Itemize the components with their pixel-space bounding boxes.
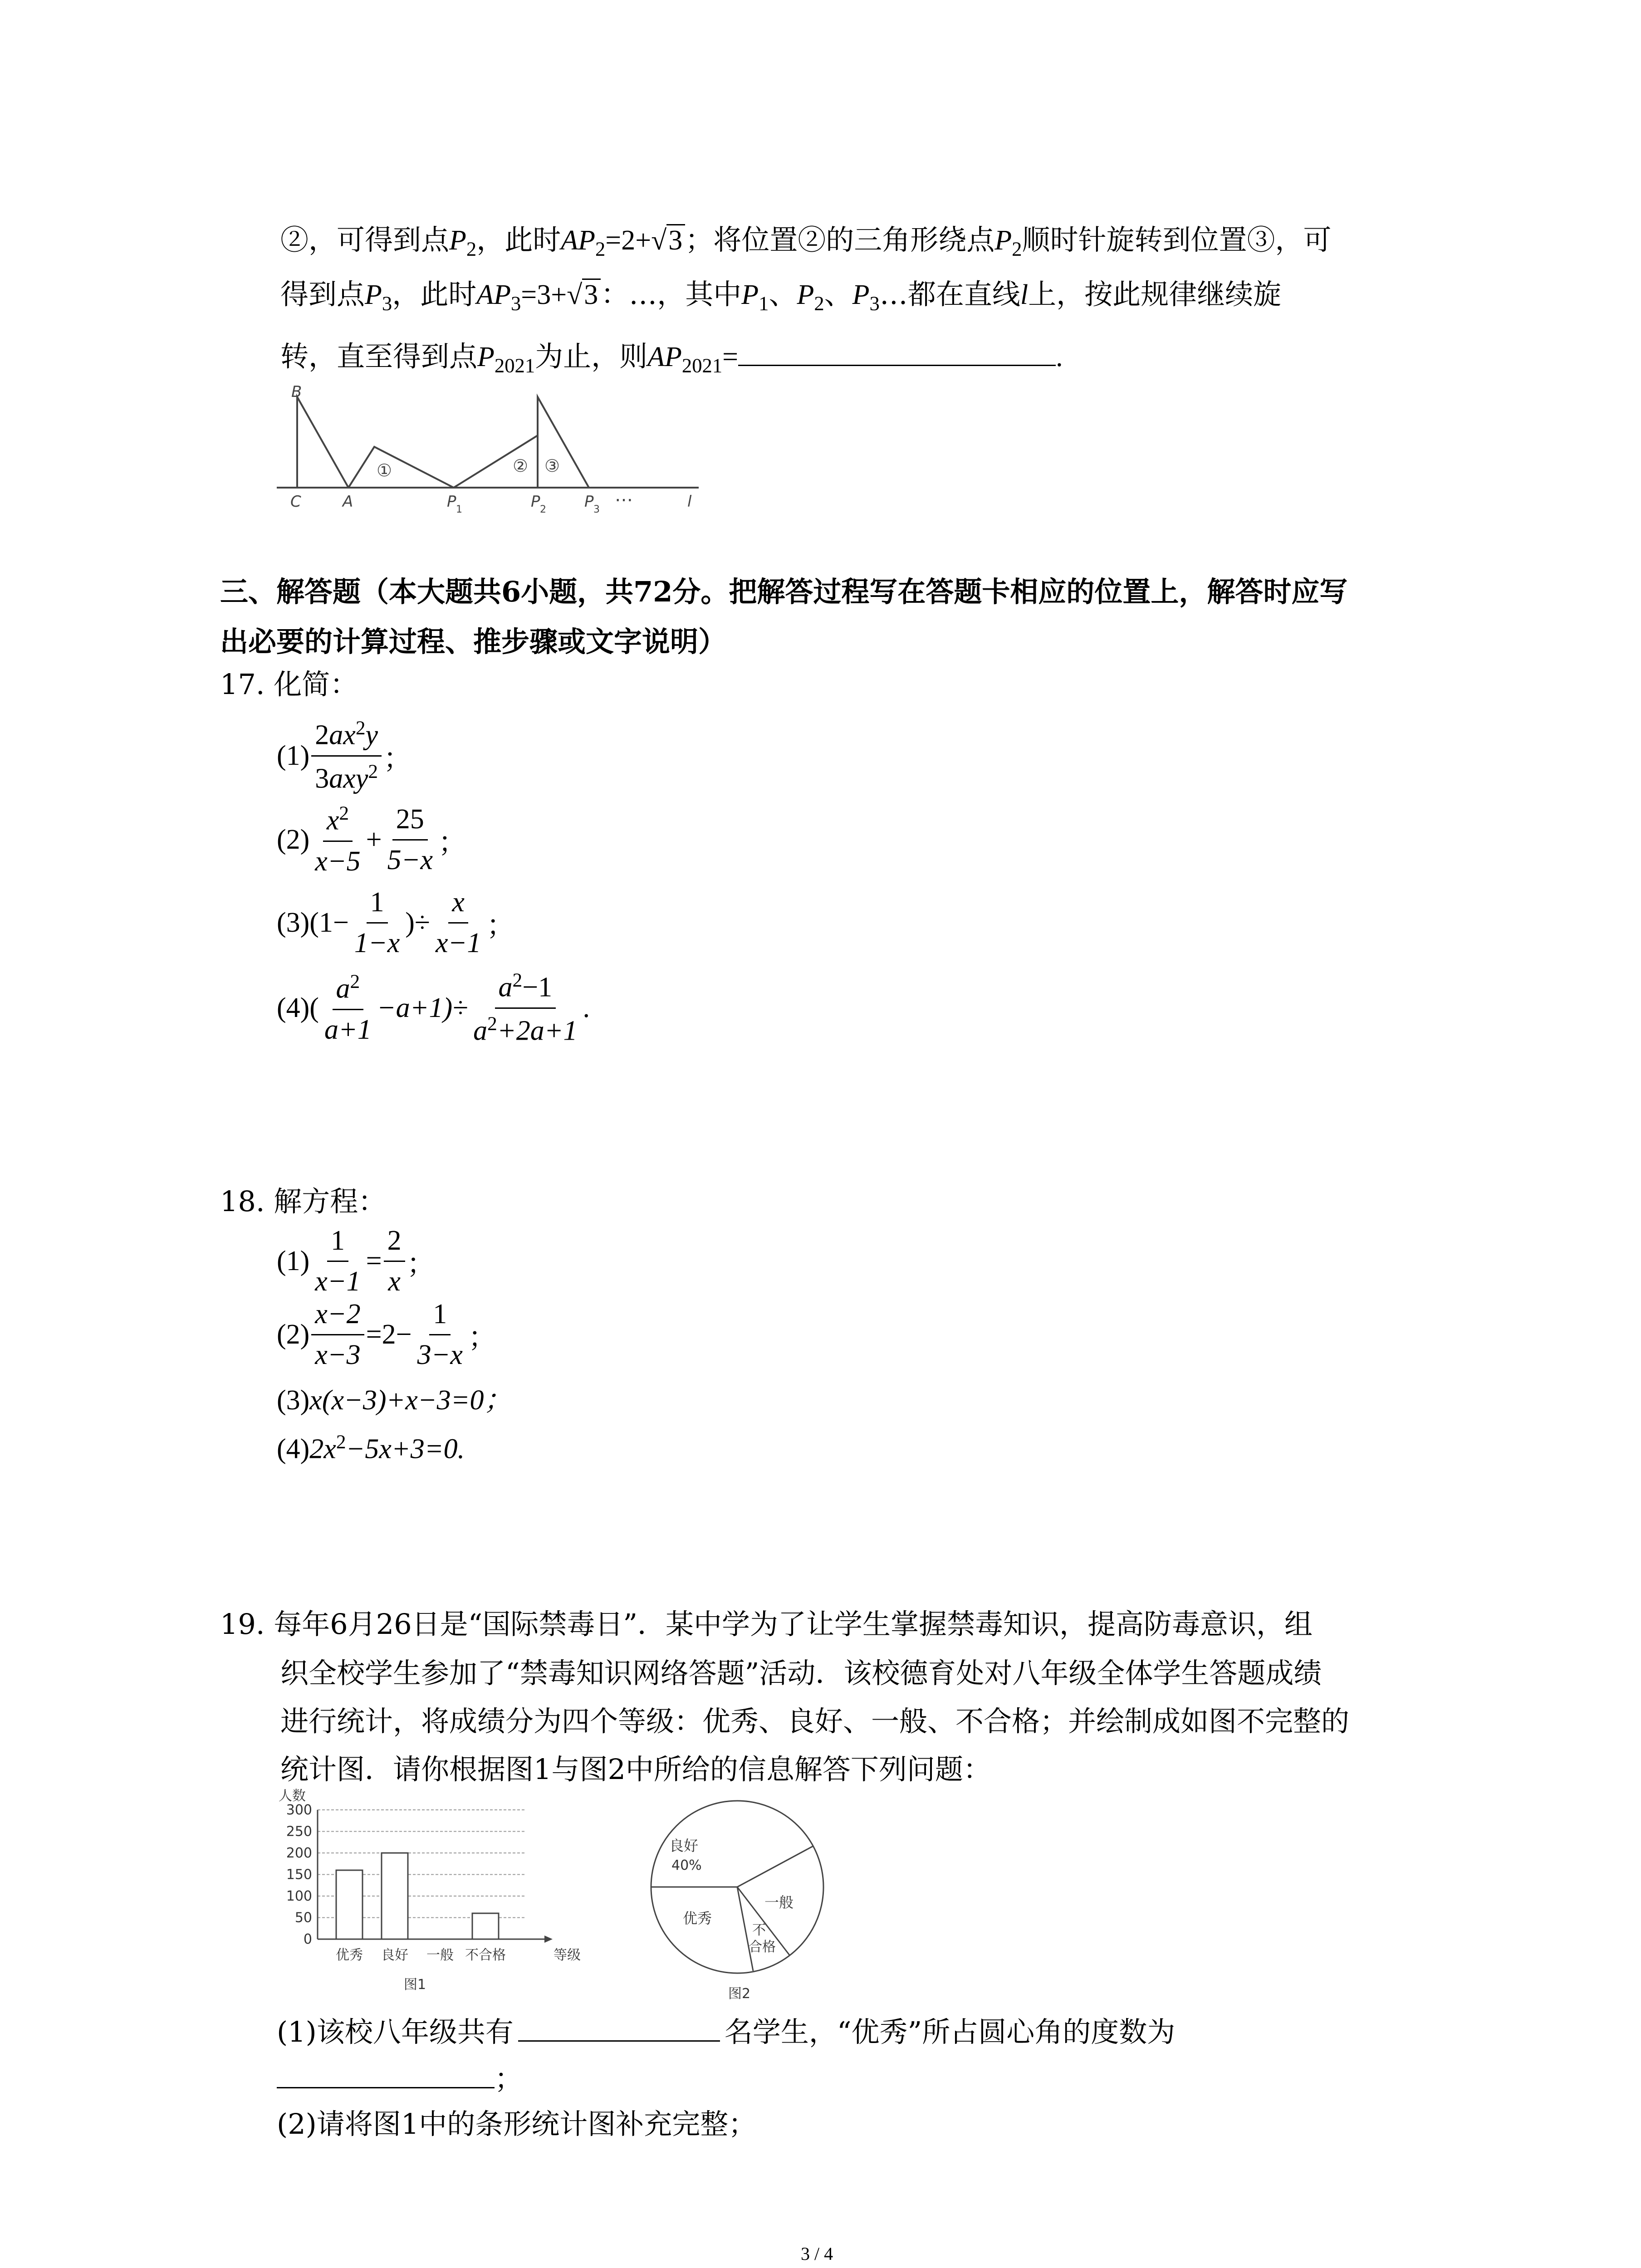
figure-1-caption: 图1 [404, 1977, 426, 1993]
q18-title: 18. 解方程： [220, 1185, 387, 1218]
answer-blank-angle[interactable] [277, 2062, 495, 2088]
circled-3: ③ [544, 456, 560, 476]
q18-part-2: (2) $\frac{x-2}{x-3}$ =2− $\frac{1}{3-x}$ ； [277, 1299, 496, 1370]
label-dots: … [615, 485, 633, 506]
pie-label-youxiu: 优秀 [683, 1910, 712, 1927]
x-tick-label: 优秀 [336, 1947, 363, 1963]
y-tick-label: 200 [286, 1845, 312, 1861]
label-C: C [290, 493, 301, 511]
pie-divider-4 [737, 1887, 753, 1971]
sqrt-radicand: 3 [666, 224, 685, 254]
section-3-heading-line-2: 出必要的计算过程、推步骤或文字说明） [220, 625, 727, 658]
fraction: $\frac{25}{5-x}$ [387, 803, 433, 875]
label-P2-sub: 2 [540, 504, 546, 515]
q19-sub-1: (1)该校八年级共有 名学生，“优秀”所占圆心角的度数为 [277, 2013, 1175, 2046]
fraction: $\frac{a^2-1}{a^2+2a+1}$ [473, 969, 578, 1046]
circled-2: ② [513, 456, 529, 476]
x-tick-label: 一般 [426, 1947, 454, 1963]
p16-line-3: 转，直至得到点$P_{2021}$为止，则$AP_{2021}=$ . [280, 340, 1063, 377]
q19-line-2: 织全校学生参加了“禁毒知识网络答题”活动．该校德育处对八年级全体学生答题成绩 [280, 1657, 1322, 1690]
fraction: $\frac{2}{x}$ [384, 1225, 405, 1298]
q17-part-3: (3) (1− $\frac{1}{1-x}$ )÷ $\frac{x}{x-1}$ ； [277, 887, 515, 958]
p16-line-2: 得到点$P_3$，此时$AP_3=3+√3$：…，其中$P_1$、$P_2$、$P_3\dots$都在直线l上，按此规律继续旋 [280, 278, 1282, 315]
label-B: B [291, 383, 302, 401]
x-tick-label: 不合格 [465, 1947, 506, 1963]
fraction: $\frac{1}{3-x}$ [417, 1299, 463, 1370]
bar-1 [382, 1853, 408, 1939]
fraction: $\frac{x^2}{x-5}$ [315, 802, 361, 877]
x-axis-arrow [544, 1936, 553, 1943]
pie-chart-figure-2 [635, 1792, 853, 2005]
page-number: 3 / 4 [801, 2244, 833, 2264]
q19-sub-1-blank: ； [277, 2062, 523, 2093]
y-tick-label: 150 [286, 1867, 312, 1883]
section-3-heading-line-1: 三、解答题（本大题共6小题，共72分。把解答过程写在答题卡相应的位置上，解答时应写 [220, 575, 1348, 608]
fraction: $\frac{x}{x-1}$ [435, 887, 481, 958]
p16-line-1: ②，可得到点$P_2$，此时$AP_2=2+√3$；将位置②的三角形绕点$P_2$顺时针旋转到位置③，可 [280, 223, 1332, 260]
q19-line-3: 进行统计，将成绩分为四个等级：优秀、良好、一般、不合格；并绘制成如图不完整的 [280, 1705, 1350, 1738]
label-P3: P [584, 493, 594, 511]
fraction: $\frac{1}{1-x}$ [354, 887, 400, 958]
fraction: $\frac{1}{x-1}$ [315, 1225, 361, 1297]
label-P2: P [531, 493, 540, 511]
q17-title: 17. 化简： [220, 668, 358, 701]
fraction: $\frac{x-2}{x-3}$ [311, 1298, 364, 1371]
q17-part-2: (2) $\frac{x^2}{x-5}$ + $\frac{25}{5-x}$ ； [277, 802, 466, 877]
x-tick-label: 良好 [381, 1947, 408, 1963]
answer-blank-total[interactable] [518, 2013, 720, 2042]
q17-part-4: (4) ( $\frac{a^2}{a+1}$ −a+1)÷ $\frac{a^2-1}{a^2+2a+1}$ . [277, 969, 590, 1046]
label-l: l [687, 493, 692, 511]
answer-blank[interactable] [738, 339, 1056, 366]
q18-part-3: (3)x(x−3)+x−3=0； [277, 1385, 512, 1416]
pie-divider-2 [737, 1846, 813, 1887]
y-tick-label: 100 [286, 1888, 312, 1904]
bar-3 [472, 1913, 499, 1939]
circled-1: ① [377, 460, 392, 480]
y-tick-label: 300 [286, 1802, 312, 1818]
label-P1: P [447, 493, 456, 511]
pie-label-lianghao: 良好 [669, 1837, 699, 1854]
sqrt-radicand: 3 [582, 279, 601, 309]
pie-value-lianghao: 40% [671, 1857, 702, 1873]
bar-chart-figure-1 [272, 1785, 590, 1998]
q19-line-1: 19. 每年6月26日是“国际禁毒日”．某中学为了让学生掌握禁毒知识，提高防毒意识，组 [220, 1608, 1313, 1641]
rotation-figure [272, 381, 708, 517]
y-tick-label: 0 [303, 1931, 312, 1947]
pie-label-buhege-1: 不 [752, 1922, 766, 1938]
triangle-1 [348, 447, 454, 488]
figure-2-caption: 图2 [728, 1986, 751, 2002]
q19-line-4: 统计图．请你根据图1与图2中所给的信息解答下列问题： [280, 1753, 991, 1786]
q18-part-1: (1) $\frac{1}{x-1}$ = $\frac{2}{x}$ ； [277, 1225, 435, 1297]
pie-label-buhege-2: 合格 [749, 1939, 776, 1955]
q17-part-1: (1) $\frac{2ax^2y}{3axy^2}$ ； [277, 717, 412, 794]
y-tick-label: 50 [294, 1910, 312, 1926]
y-tick-label: 250 [286, 1823, 312, 1840]
x-axis-label: 等级 [554, 1947, 581, 1963]
label-P3-sub: 3 [593, 504, 600, 515]
label-A: A [343, 493, 353, 511]
label-P1-sub: 1 [456, 504, 462, 515]
fraction: $\frac{a^2}{a+1}$ [324, 970, 372, 1045]
triangle-start [297, 397, 348, 488]
pie-label-yiban: 一般 [764, 1894, 794, 1911]
q18-part-4: $(4)2x^2-5x+3=0$. [277, 1431, 465, 1465]
bar-0 [336, 1870, 362, 1939]
q19-sub-2: (2)请将图1中的条形统计图补充完整； [277, 2107, 757, 2141]
fraction: $\frac{2ax^2y}{3axy^2}$ [311, 717, 382, 795]
y-axis-label: 人数 [279, 1788, 306, 1804]
